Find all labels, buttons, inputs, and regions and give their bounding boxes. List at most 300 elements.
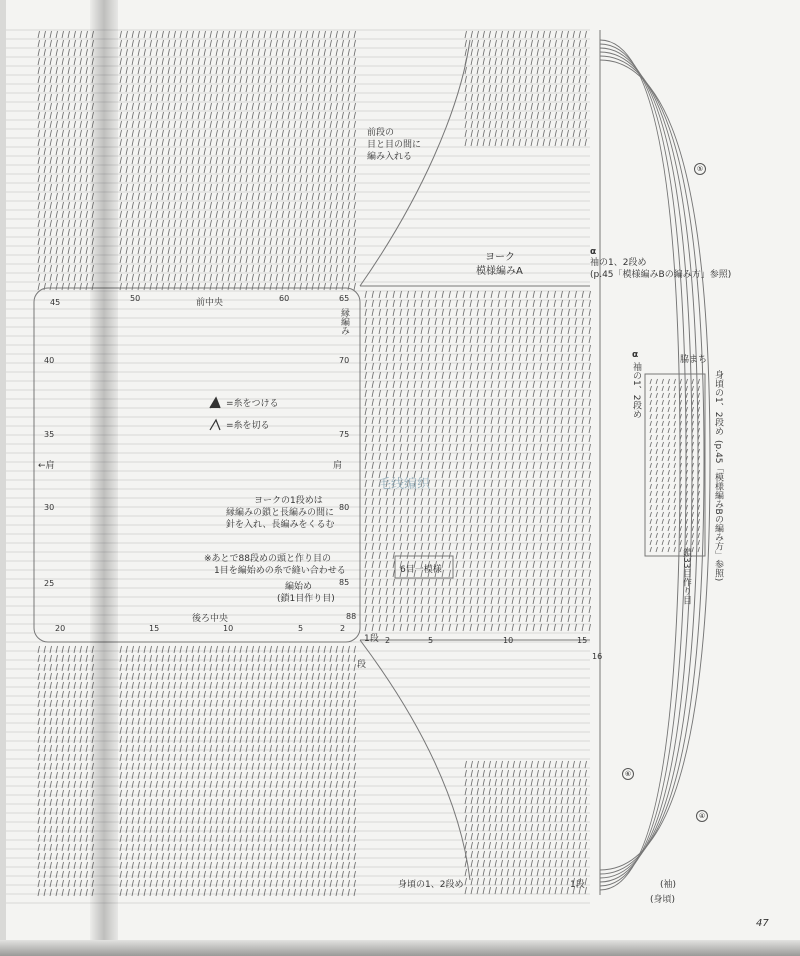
stitch-symbol <box>162 682 164 689</box>
stitch-symbol <box>252 247 254 254</box>
stitch-symbol <box>354 166 356 173</box>
stitch-symbol <box>686 533 688 538</box>
stitch-symbol <box>234 247 236 254</box>
stitch-symbol <box>312 121 314 128</box>
stitch-symbol <box>246 745 248 752</box>
stitch-symbol <box>513 94 515 101</box>
stitch-symbol <box>74 655 76 662</box>
stitch-symbol <box>44 85 46 92</box>
stitch-symbol <box>505 543 507 550</box>
stitch-symbol <box>198 229 200 236</box>
stitch-symbol <box>210 103 212 110</box>
stitch-symbol <box>156 835 158 842</box>
stitch-symbol <box>348 835 350 842</box>
stitch-symbol <box>470 489 472 496</box>
stitch-symbol <box>150 193 152 200</box>
stitch-symbol <box>540 498 542 505</box>
stitch-symbol <box>549 58 551 65</box>
stitch-symbol <box>568 462 570 469</box>
stitch-symbol <box>568 408 570 415</box>
stitch-symbol <box>294 691 296 698</box>
stitch-symbol <box>74 664 76 671</box>
stitch-symbol <box>258 247 260 254</box>
stitch-symbol <box>80 871 82 878</box>
stitch-symbol <box>168 166 170 173</box>
stitch-symbol <box>56 709 58 716</box>
stitch-symbol <box>198 763 200 770</box>
stitch-symbol <box>567 85 569 92</box>
stitch-symbol <box>180 808 182 815</box>
stitch-symbol <box>246 76 248 83</box>
stitch-symbol <box>336 175 338 182</box>
stitch-symbol <box>449 570 451 577</box>
stitch-symbol <box>561 878 563 885</box>
stitch-symbol <box>589 327 591 334</box>
stitch-symbol <box>456 534 458 541</box>
stitch-symbol <box>276 646 278 653</box>
stitch-symbol <box>56 817 58 824</box>
stitch-symbol <box>379 588 381 595</box>
stitch-symbol <box>186 808 188 815</box>
stitch-symbol <box>168 220 170 227</box>
stitch-symbol <box>582 300 584 307</box>
stitch-symbol <box>561 561 563 568</box>
stitch-symbol <box>336 85 338 92</box>
stitch-symbol <box>80 799 82 806</box>
stitch-symbol <box>38 274 40 281</box>
stitch-symbol <box>276 745 278 752</box>
stitch-symbol <box>246 202 248 209</box>
stitch-symbol <box>312 175 314 182</box>
stitch-symbol <box>348 175 350 182</box>
stitch-symbol <box>282 238 284 245</box>
stitch-symbol <box>513 67 515 74</box>
stitch-symbol <box>288 121 290 128</box>
stitch-symbol <box>198 682 200 689</box>
stitch-symbol <box>547 363 549 370</box>
stitch-symbol <box>585 130 587 137</box>
stitch-symbol <box>555 878 557 885</box>
stitch-symbol <box>656 533 658 538</box>
stitch-symbol <box>650 505 652 510</box>
stitch-symbol <box>282 682 284 689</box>
stitch-symbol <box>156 31 158 38</box>
stitch-symbol <box>312 718 314 725</box>
stitch-symbol <box>162 772 164 779</box>
stitch-symbol <box>270 211 272 218</box>
stitch-symbol <box>537 806 539 813</box>
stitch-symbol <box>74 130 76 137</box>
stitch-symbol <box>210 76 212 83</box>
stitch-symbol <box>470 363 472 370</box>
stitch-symbol <box>300 655 302 662</box>
stitch-symbol <box>300 211 302 218</box>
stitch-symbol <box>471 130 473 137</box>
stitch-symbol <box>407 435 409 442</box>
stitch-symbol <box>561 507 563 514</box>
stitch-symbol <box>138 40 140 47</box>
stitch-symbol <box>306 745 308 752</box>
stitch-symbol <box>512 534 514 541</box>
stitch-symbol <box>428 336 430 343</box>
stitch-symbol <box>276 790 278 797</box>
stitch-symbol <box>216 229 218 236</box>
stitch-symbol <box>264 202 266 209</box>
stitch-symbol <box>498 552 500 559</box>
stitch-symbol <box>56 664 58 671</box>
stitch-symbol <box>393 417 395 424</box>
stitch-symbol <box>554 444 556 451</box>
stitch-symbol <box>180 157 182 164</box>
stitch-symbol <box>407 624 409 631</box>
stitch-symbol <box>442 327 444 334</box>
stitch-symbol <box>537 851 539 858</box>
stitch-symbol <box>156 130 158 137</box>
stitch-symbol <box>312 157 314 164</box>
stitch-symbol <box>56 853 58 860</box>
stitch-symbol <box>86 691 88 698</box>
stitch-symbol <box>449 606 451 613</box>
stitch-symbol <box>407 597 409 604</box>
stitch-symbol <box>568 417 570 424</box>
stitch-symbol <box>348 817 350 824</box>
stitch-symbol <box>662 533 664 538</box>
stitch-symbol <box>471 851 473 858</box>
stitch-symbol <box>306 58 308 65</box>
stitch-symbol <box>38 238 40 245</box>
stitch-symbol <box>512 417 514 424</box>
stitch-symbol <box>276 49 278 56</box>
stitch-symbol <box>348 718 350 725</box>
stitch-symbol <box>491 462 493 469</box>
stitch-symbol <box>282 826 284 833</box>
stitch-symbol <box>526 498 528 505</box>
stitch-symbol <box>294 274 296 281</box>
stitch-symbol <box>68 112 70 119</box>
stitch-symbol <box>294 655 296 662</box>
stitch-symbol <box>525 833 527 840</box>
stitch-symbol <box>216 799 218 806</box>
stitch-symbol <box>554 489 556 496</box>
stitch-symbol <box>258 826 260 833</box>
stitch-symbol <box>324 700 326 707</box>
stitch-symbol <box>575 309 577 316</box>
stitch-symbol <box>421 426 423 433</box>
stitch-symbol <box>210 709 212 716</box>
stitch-symbol <box>449 327 451 334</box>
stitch-symbol <box>180 238 182 245</box>
stitch-symbol <box>282 274 284 281</box>
stitch-symbol <box>156 781 158 788</box>
stitch-symbol <box>270 85 272 92</box>
stitch-symbol <box>156 229 158 236</box>
stitch-symbol <box>168 736 170 743</box>
stitch-symbol <box>288 655 290 662</box>
stitch-symbol <box>513 130 515 137</box>
stitch-symbol <box>449 588 451 595</box>
stitch-symbol <box>62 103 64 110</box>
stitch-symbol <box>519 815 521 822</box>
stitch-symbol <box>56 202 58 209</box>
stitch-symbol <box>216 265 218 272</box>
stitch-symbol <box>126 799 128 806</box>
stitch-symbol <box>180 274 182 281</box>
stitch-symbol <box>62 49 64 56</box>
stitch-symbol <box>80 40 82 47</box>
stitch-symbol <box>442 606 444 613</box>
stitch-symbol <box>294 67 296 74</box>
stitch-symbol <box>477 606 479 613</box>
stitch-symbol <box>489 887 491 894</box>
stitch-symbol <box>216 862 218 869</box>
stitch-symbol <box>463 381 465 388</box>
stitch-symbol <box>306 229 308 236</box>
stitch-symbol <box>306 274 308 281</box>
stitch-symbol <box>513 49 515 56</box>
stitch-symbol <box>324 763 326 770</box>
stitch-symbol <box>463 291 465 298</box>
stitch-symbol <box>365 444 367 451</box>
stitch-symbol <box>192 709 194 716</box>
stitch-symbol <box>74 718 76 725</box>
stitch-symbol <box>484 390 486 397</box>
stitch-symbol <box>126 673 128 680</box>
stitch-symbol <box>674 463 676 468</box>
stitch-symbol <box>204 148 206 155</box>
stitch-symbol <box>540 408 542 415</box>
stitch-symbol <box>449 498 451 505</box>
stitch-symbol <box>306 175 308 182</box>
stitch-symbol <box>62 274 64 281</box>
stitch-symbol <box>162 238 164 245</box>
stitch-symbol <box>491 381 493 388</box>
stitch-symbol <box>483 112 485 119</box>
stitch-symbol <box>442 345 444 352</box>
stitch-symbol <box>324 781 326 788</box>
stitch-symbol <box>318 691 320 698</box>
stitch-symbol <box>56 889 58 896</box>
stitch-symbol <box>575 588 577 595</box>
stitch-symbol <box>330 139 332 146</box>
stitch-symbol <box>80 202 82 209</box>
stitch-symbol <box>198 646 200 653</box>
stitch-symbol <box>573 761 575 768</box>
stitch-symbol <box>240 745 242 752</box>
stitch-symbol <box>56 799 58 806</box>
stitch-symbol <box>132 808 134 815</box>
stitch-symbol <box>680 393 682 398</box>
stitch-symbol <box>575 408 577 415</box>
stitch-symbol <box>336 58 338 65</box>
stitch-symbol <box>650 386 652 391</box>
stitch-symbol <box>507 761 509 768</box>
stitch-symbol <box>294 58 296 65</box>
stitch-symbol <box>465 815 467 822</box>
stitch-symbol <box>228 862 230 869</box>
stitch-symbol <box>126 130 128 137</box>
stitch-symbol <box>120 844 122 851</box>
stitch-symbol <box>210 211 212 218</box>
stitch-symbol <box>180 862 182 869</box>
stitch-symbol <box>692 526 694 531</box>
stitch-symbol <box>324 256 326 263</box>
stitch-symbol <box>204 808 206 815</box>
stitch-symbol <box>270 691 272 698</box>
stitch-symbol <box>282 880 284 887</box>
stitch-symbol <box>252 166 254 173</box>
stitch-symbol <box>483 869 485 876</box>
stitch-symbol <box>501 824 503 831</box>
stitch-symbol <box>44 166 46 173</box>
stitch-symbol <box>288 265 290 272</box>
stitch-symbol <box>204 826 206 833</box>
stitch-symbol <box>463 543 465 550</box>
stitch-symbol <box>342 274 344 281</box>
stitch-symbol <box>512 390 514 397</box>
stitch-symbol <box>513 761 515 768</box>
stitch-symbol <box>507 103 509 110</box>
stitch-symbol <box>86 229 88 236</box>
stitch-symbol <box>554 507 556 514</box>
stitch-symbol <box>294 103 296 110</box>
stitch-symbol <box>386 615 388 622</box>
stitch-symbol <box>300 121 302 128</box>
stitch-symbol <box>186 889 188 896</box>
stitch-symbol <box>162 256 164 263</box>
stitch-symbol <box>222 247 224 254</box>
stitch-symbol <box>505 381 507 388</box>
stitch-symbol <box>300 682 302 689</box>
stitch-symbol <box>312 763 314 770</box>
stitch-symbol <box>50 862 52 869</box>
stitch-symbol <box>300 229 302 236</box>
stitch-symbol <box>568 345 570 352</box>
stitch-symbol <box>204 67 206 74</box>
stitch-symbol <box>138 646 140 653</box>
stitch-symbol <box>168 112 170 119</box>
stitch-symbol <box>421 453 423 460</box>
stitch-symbol <box>477 40 479 47</box>
stitch-symbol <box>246 664 248 671</box>
stitch-symbol <box>428 417 430 424</box>
stitch-symbol <box>44 58 46 65</box>
stitch-symbol <box>150 808 152 815</box>
stitch-symbol <box>484 327 486 334</box>
stitch-symbol <box>246 49 248 56</box>
stitch-symbol <box>240 817 242 824</box>
stitch-symbol <box>698 400 700 405</box>
stitch-symbol <box>471 833 473 840</box>
stitch-symbol <box>86 754 88 761</box>
stitch-symbol <box>519 516 521 523</box>
stitch-symbol <box>56 31 58 38</box>
stitch-symbol <box>282 112 284 119</box>
stitch-symbol <box>294 193 296 200</box>
stitch-symbol <box>330 655 332 662</box>
stitch-symbol <box>512 579 514 586</box>
stitch-symbol <box>126 718 128 725</box>
stitch-symbol <box>270 664 272 671</box>
stitch-symbol <box>312 166 314 173</box>
stitch-symbol <box>519 300 521 307</box>
stitch-symbol <box>330 85 332 92</box>
stitch-symbol <box>38 691 40 698</box>
stitch-symbol <box>300 835 302 842</box>
stitch-symbol <box>324 745 326 752</box>
stitch-symbol <box>531 797 533 804</box>
stitch-symbol <box>186 85 188 92</box>
stitch-symbol <box>120 826 122 833</box>
stitch-symbol <box>228 853 230 860</box>
stitch-symbol <box>428 525 430 532</box>
stitch-symbol <box>312 67 314 74</box>
stitch-symbol <box>330 889 332 896</box>
stitch-symbol <box>324 193 326 200</box>
stitch-symbol <box>348 130 350 137</box>
stitch-symbol <box>222 754 224 761</box>
stitch-symbol <box>50 763 52 770</box>
stitch-symbol <box>498 480 500 487</box>
stitch-symbol <box>210 673 212 680</box>
stitch-symbol <box>512 615 514 622</box>
stitch-symbol <box>312 193 314 200</box>
stitch-symbol <box>186 700 188 707</box>
stitch-symbol <box>174 664 176 671</box>
stitch-symbol <box>342 817 344 824</box>
stitch-symbol <box>210 844 212 851</box>
stitch-symbol <box>507 887 509 894</box>
stitch-symbol <box>336 274 338 281</box>
stitch-symbol <box>330 148 332 155</box>
stitch-symbol <box>132 781 134 788</box>
stitch-symbol <box>126 736 128 743</box>
stitch-symbol <box>216 157 218 164</box>
stitch-symbol <box>144 220 146 227</box>
stitch-symbol <box>210 718 212 725</box>
stitch-symbol <box>264 655 266 662</box>
stitch-symbol <box>435 336 437 343</box>
stitch-symbol <box>264 247 266 254</box>
stitch-symbol <box>300 49 302 56</box>
stitch-symbol <box>531 833 533 840</box>
stitch-symbol <box>585 779 587 786</box>
stitch-symbol <box>442 561 444 568</box>
stitch-symbol <box>62 76 64 83</box>
stitch-symbol <box>561 354 563 361</box>
stitch-symbol <box>210 49 212 56</box>
stitch-symbol <box>222 673 224 680</box>
stitch-symbol <box>650 512 652 517</box>
stitch-symbol <box>204 166 206 173</box>
stitch-symbol <box>264 148 266 155</box>
stitch-symbol <box>386 390 388 397</box>
stitch-symbol <box>56 835 58 842</box>
stitch-symbol <box>393 309 395 316</box>
stitch-symbol <box>270 130 272 137</box>
stitch-symbol <box>156 763 158 770</box>
stitch-symbol <box>393 408 395 415</box>
stitch-symbol <box>174 283 176 290</box>
stitch-symbol <box>449 291 451 298</box>
stitch-symbol <box>442 354 444 361</box>
stitch-symbol <box>222 175 224 182</box>
stitch-symbol <box>582 327 584 334</box>
stitch-symbol <box>120 646 122 653</box>
stitch-symbol <box>222 889 224 896</box>
stitch-symbol <box>132 682 134 689</box>
stitch-symbol <box>656 407 658 412</box>
stitch-symbol <box>38 808 40 815</box>
